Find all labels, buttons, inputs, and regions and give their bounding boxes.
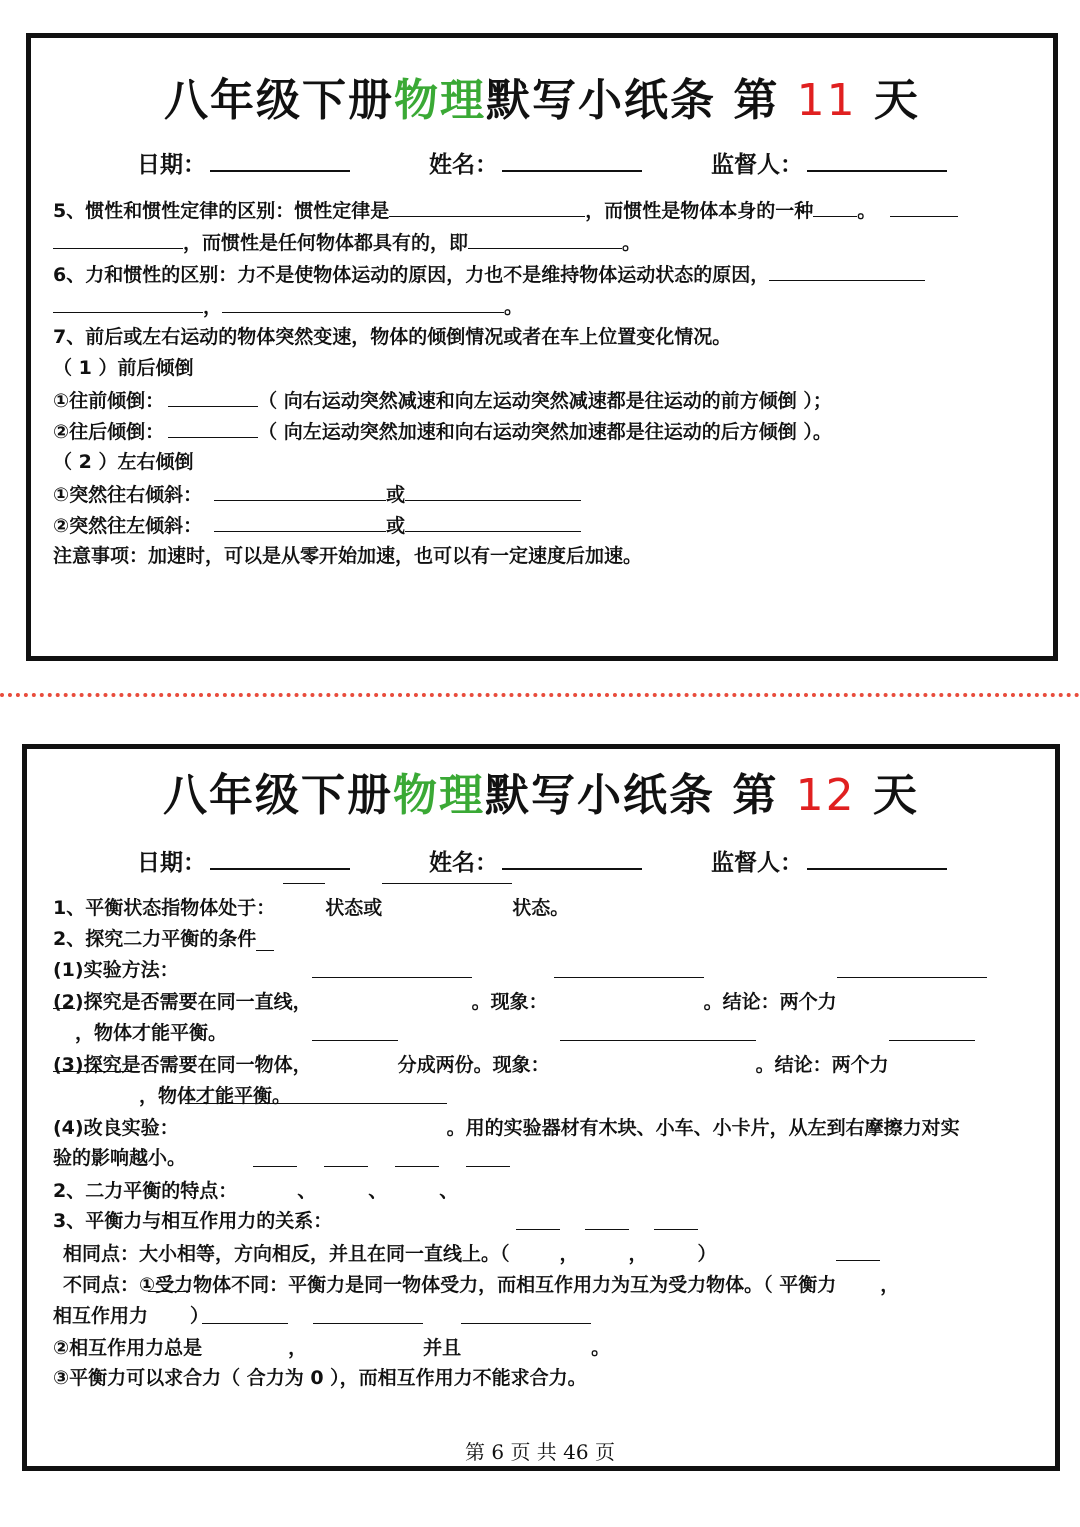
- supervisor-field: 监督人：: [711, 844, 947, 877]
- differences: 不同点：①受力物体不同：平衡力是同一物体受力，而相互作用力为互为受力物体。（ 平衡力 ，: [63, 1272, 899, 1297]
- q2: 2、探究二力平衡的条件: [53, 926, 274, 951]
- resultant-force: ③平衡力可以求合力（ 合力为 0 ），而相互作用力不能求合力。: [53, 1367, 587, 1389]
- item-7-2: （ 2 ）左右倾倒: [53, 451, 194, 473]
- item-6-cont: ， 。: [53, 294, 523, 319]
- item-5: 5、惯性和惯性定律的区别：惯性定律是 ，而惯性是物体本身的一种 。: [53, 198, 958, 223]
- dictation-card-day-11: [26, 33, 1058, 661]
- differences-cont: 相互作用力 ）: [53, 1303, 209, 1328]
- name-blank[interactable]: [502, 148, 642, 172]
- q2-object-cont: ，物体才能平衡。: [53, 1083, 291, 1108]
- supervisor-field: 监督人：: [711, 146, 947, 179]
- right-lean: ①突然往右倾斜： 或: [53, 482, 581, 507]
- date-field: 日期：: [137, 146, 350, 179]
- date-field: 日期：: [137, 844, 350, 877]
- q1: 1、平衡状态指物体处于： 状态或 状态。: [53, 895, 569, 920]
- q2-line: (2)探究是否需要在同一直线， 。现象： 。结论：两个力: [53, 989, 987, 1014]
- item-5-cont: ，而惯性是任何物体都具有的，即 。: [53, 230, 641, 255]
- forward-lean: ①往前倾倒： （ 向右运动突然减速和向左运动突然减速都是往运动的前方倾倒 ）；: [53, 390, 832, 412]
- backward-lean: ②往后倾倒： （ 向左运动突然加速和向右运动突然加速都是往运动的后方倾倒 ）。: [53, 421, 832, 443]
- q2-line-cont: ，物体才能平衡。: [53, 1020, 227, 1045]
- dictation-card-day-12: [22, 744, 1060, 1471]
- date-blank[interactable]: [210, 148, 350, 172]
- similarities: 相同点：大小相等，方向相反，并且在同一直线上。（ ， ， ）: [63, 1241, 717, 1266]
- item-7-1: （ 1 ）前后倾倒: [53, 357, 194, 379]
- balance-features: 2、二力平衡的特点： 、 、 、: [53, 1178, 510, 1203]
- q2-improve: (4)改良实验： 。用的实验器材有木块、小车、小卡片，从左到右摩擦力对实: [53, 1115, 960, 1140]
- q2-method: (1)实验方法：: [53, 959, 179, 981]
- page-footer: 第 6 页 共 46 页: [465, 1440, 615, 1464]
- cut-line: [0, 693, 1080, 697]
- supervisor-blank[interactable]: [807, 148, 947, 172]
- q2-improve-cont: 验的影响越小。: [53, 1147, 187, 1169]
- card-title: 八年级下册物理默写小纸条 第 11 天: [164, 75, 920, 126]
- note: 注意事项：加速时，可以是从零开始加速，也可以有一定速度后加速。: [53, 545, 643, 567]
- item-7: 7、前后或左右运动的物体突然变速，物体的倾倒情况或者在车上位置变化情况。: [53, 326, 732, 348]
- item-6: 6、力和惯性的区别：力不是使物体运动的原因，力也不是维持物体运动状态的原因，: [53, 262, 925, 287]
- supervisor-blank[interactable]: [807, 846, 947, 870]
- date-blank[interactable]: [210, 846, 350, 870]
- card-title: 八年级下册物理默写小纸条 第 12 天: [163, 770, 919, 821]
- name-field: 姓名：: [429, 844, 642, 877]
- interaction-always: ②相互作用力总是 ， 并且 。: [53, 1335, 610, 1360]
- q3: 3、平衡力与相互作用力的关系：: [53, 1210, 333, 1232]
- left-lean: ②突然往左倾斜： 或: [53, 513, 581, 538]
- name-field: 姓名：: [429, 146, 642, 179]
- q2-object: (3)探究是否需要在同一物体， 分成两份。现象： 。结论：两个力: [53, 1052, 975, 1077]
- name-blank[interactable]: [502, 846, 642, 870]
